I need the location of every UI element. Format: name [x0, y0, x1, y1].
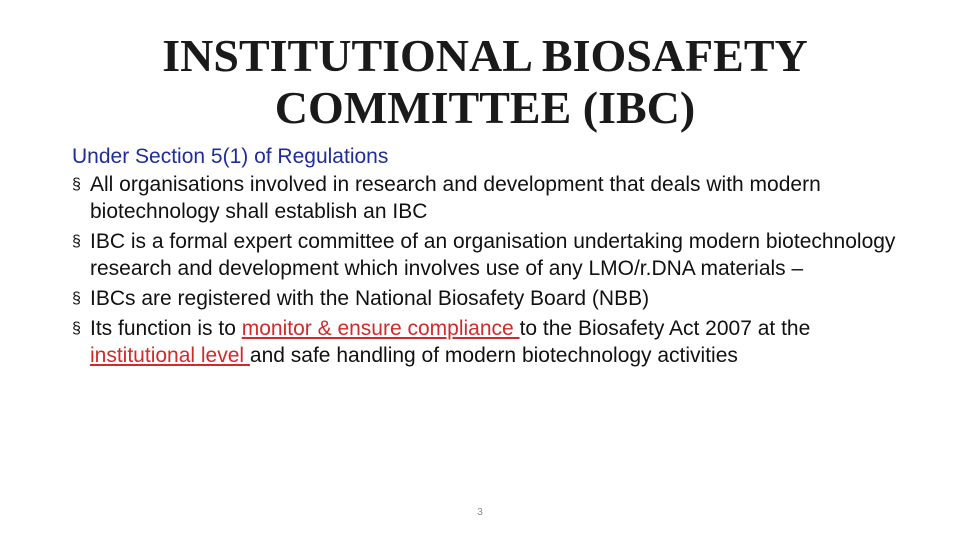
bullet-icon: § [72, 233, 81, 250]
bullet-item-1 [72, 171, 912, 225]
section-heading: Under Section 5(1) of Regulations [72, 145, 389, 168]
bullet-text: All organisations involved in research and development that deals with modern biotechnology shall establish an IBC [90, 173, 821, 223]
bullet-item-2 [72, 228, 912, 282]
slide-content [72, 143, 912, 372]
bullet-text-part-3: and safe handling of modern biotechnology activities [249, 344, 738, 367]
slide-title [60, 30, 910, 134]
bullet-icon: § [72, 320, 81, 337]
highlight-institutional-level: institutional level [90, 344, 250, 367]
bullet-text-part-1: Its function is to [90, 317, 242, 340]
bullet-icon: § [72, 290, 81, 307]
bullet-text-part-2: to the Biosafety Act 2007 at the [519, 317, 811, 340]
bullet-text: IBCs are registered with the National Biosafety Board (NBB) [90, 287, 650, 310]
bullet-item-3 [72, 285, 912, 312]
title-line-1: INSTITUTIONAL BIOSAFETY [162, 30, 808, 81]
bullet-icon: § [72, 176, 81, 193]
bullet-item-4 [72, 315, 912, 369]
page-number: 3 [477, 507, 483, 518]
bullet-text: IBC is a formal expert committee of an organisation undertaking modern biotechnology research and development which involves use of any LMO/r.DNA materials – [90, 230, 896, 280]
title-line-2: COMMITTEE (IBC) [274, 82, 696, 133]
highlight-monitor-compliance: monitor & ensure compliance [241, 317, 520, 340]
